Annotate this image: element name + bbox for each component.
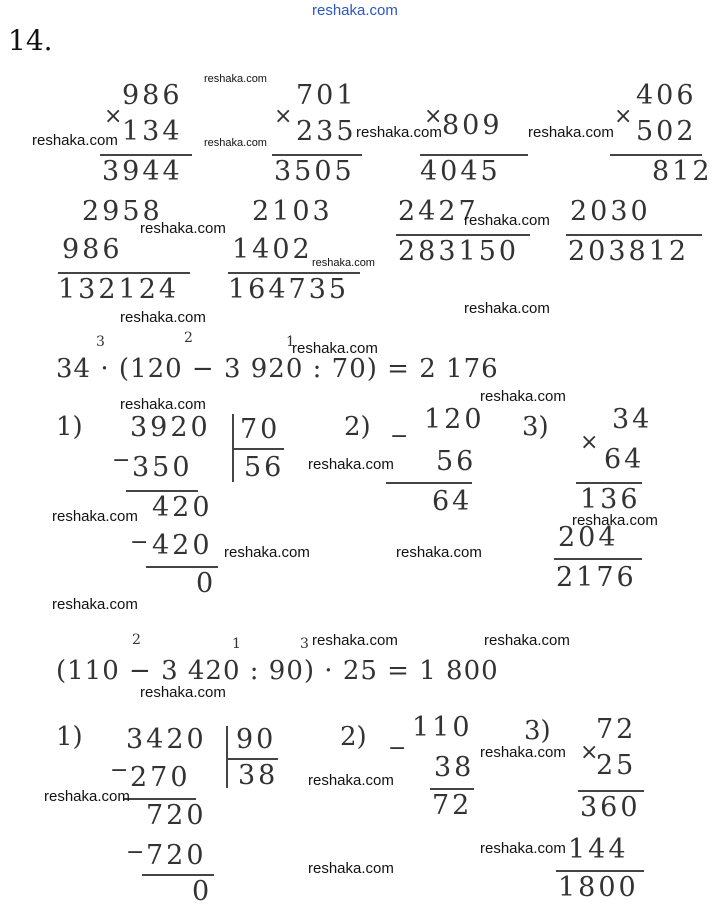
- times-sign: ×: [274, 104, 293, 129]
- order-mark: 3: [300, 636, 309, 652]
- divisor: 70: [240, 414, 281, 445]
- subtrahend: 38: [434, 752, 475, 783]
- watermark: reshaka.com: [312, 632, 398, 649]
- watermark: reshaka.com: [528, 124, 614, 141]
- minuend: 110: [412, 712, 473, 743]
- partial-product: 2427: [398, 196, 479, 227]
- minus-sign: −: [388, 736, 407, 761]
- partial-product: 3944: [102, 156, 183, 187]
- factor-a: 72: [596, 714, 637, 745]
- watermark: reshaka.com: [52, 508, 138, 525]
- expression-text: (110 − 3 420 : 90) · 25 = 1 800: [56, 656, 499, 686]
- watermark: reshaka.com: [32, 132, 118, 149]
- minuend: 120: [424, 404, 485, 435]
- partial-product: 2958: [82, 196, 163, 227]
- step-label: 1): [56, 722, 83, 752]
- order-mark: 2: [132, 632, 141, 648]
- watermark: reshaka.com: [292, 340, 378, 357]
- product-result: 1800: [558, 872, 639, 903]
- watermark: reshaka.com: [356, 124, 442, 141]
- watermark: reshaka.com: [572, 512, 658, 529]
- times-sign: ×: [424, 104, 443, 129]
- watermark: reshaka.com: [224, 544, 310, 561]
- quotient: 56: [244, 452, 285, 483]
- minus-sign: −: [390, 424, 409, 449]
- watermark: reshaka.com: [204, 73, 267, 85]
- watermark: reshaka.com: [396, 544, 482, 561]
- minus-sign: −: [110, 758, 129, 783]
- partial-product: 2030: [570, 196, 651, 227]
- subtrahend: 420: [152, 530, 213, 561]
- factor-a: 809: [442, 110, 503, 141]
- watermark: reshaka.com: [44, 788, 130, 805]
- site-watermark-top[interactable]: reshaka.com: [312, 2, 398, 19]
- partial-product: 360: [580, 792, 641, 823]
- partial-product: 4045: [420, 156, 501, 187]
- product-result: 283150: [398, 236, 520, 267]
- watermark: reshaka.com: [312, 257, 375, 269]
- factor-a: 406: [636, 80, 697, 111]
- step-label: 3): [522, 412, 549, 442]
- subtrahend: 720: [146, 840, 207, 871]
- product-result: 2176: [556, 562, 637, 593]
- partial-product: 1402: [232, 234, 313, 265]
- times-sign: ×: [614, 104, 633, 129]
- times-sign: ×: [580, 740, 599, 765]
- watermark: reshaka.com: [140, 684, 226, 701]
- expression-text: 34 · (120 − 3 920 : 70) = 2 176: [56, 354, 499, 384]
- minus-sign: −: [112, 448, 131, 473]
- partial-product: 986: [62, 234, 123, 265]
- step-label: 1): [56, 412, 83, 442]
- difference: 64: [432, 486, 473, 517]
- factor-b: 64: [604, 444, 645, 475]
- dividend: 3920: [130, 412, 211, 443]
- product-result: 164735: [228, 274, 350, 305]
- order-mark: 1: [286, 334, 295, 350]
- partial-product: 204: [558, 522, 619, 553]
- division-bar: [226, 726, 228, 788]
- factor-b: 25: [596, 750, 637, 781]
- step-label: 2): [340, 722, 367, 752]
- partial-product: 3505: [274, 156, 355, 187]
- watermark: reshaka.com: [480, 388, 566, 405]
- rule: [554, 558, 642, 560]
- factor-b: 134: [122, 116, 183, 147]
- minus-sign: −: [126, 840, 145, 865]
- watermark: reshaka.com: [308, 456, 394, 473]
- times-sign: ×: [104, 104, 123, 129]
- difference: 72: [432, 790, 473, 821]
- watermark: reshaka.com: [120, 396, 206, 413]
- factor-b: 235: [296, 116, 357, 147]
- watermark: reshaka.com: [484, 632, 570, 649]
- order-mark: 3: [96, 334, 105, 350]
- remainder: 0: [196, 568, 217, 599]
- minus-sign: −: [130, 530, 149, 555]
- order-mark: 2: [184, 330, 193, 346]
- order-mark: 1: [232, 636, 241, 652]
- remainder: 420: [152, 492, 213, 523]
- remainder: 720: [146, 800, 207, 831]
- subtrahend: 56: [436, 446, 477, 477]
- watermark: reshaka.com: [120, 309, 206, 326]
- times-sign: ×: [580, 430, 599, 455]
- partial-product: 2103: [252, 196, 333, 227]
- quotient: 38: [238, 760, 279, 791]
- product-result: 132124: [58, 274, 180, 305]
- step-label: 3): [524, 716, 551, 746]
- watermark: reshaka.com: [480, 744, 566, 761]
- watermark: reshaka.com: [140, 220, 226, 237]
- factor-b: 502: [636, 116, 697, 147]
- factor-a: 34: [612, 404, 653, 435]
- remainder: 0: [192, 876, 213, 907]
- divisor: 90: [236, 724, 277, 755]
- watermark: reshaka.com: [464, 212, 550, 229]
- factor-a: 701: [296, 80, 357, 111]
- rule: [386, 482, 472, 484]
- watermark: reshaka.com: [464, 300, 550, 317]
- dividend: 3420: [126, 724, 207, 755]
- partial-product: 144: [568, 834, 629, 865]
- problem-number: 14.: [8, 24, 53, 57]
- watermark: reshaka.com: [204, 137, 267, 149]
- partial-product: 136: [580, 484, 641, 515]
- watermark: reshaka.com: [480, 840, 566, 857]
- factor-a: 986: [122, 80, 183, 111]
- watermark: reshaka.com: [308, 860, 394, 877]
- step-label: 2): [344, 412, 371, 442]
- product-result: 203812: [568, 236, 690, 267]
- subtrahend: 270: [130, 762, 191, 793]
- subtrahend: 350: [132, 452, 193, 483]
- partial-product: 812: [652, 156, 713, 187]
- division-rule: [232, 448, 284, 450]
- watermark: reshaka.com: [308, 772, 394, 789]
- watermark: reshaka.com: [52, 596, 138, 613]
